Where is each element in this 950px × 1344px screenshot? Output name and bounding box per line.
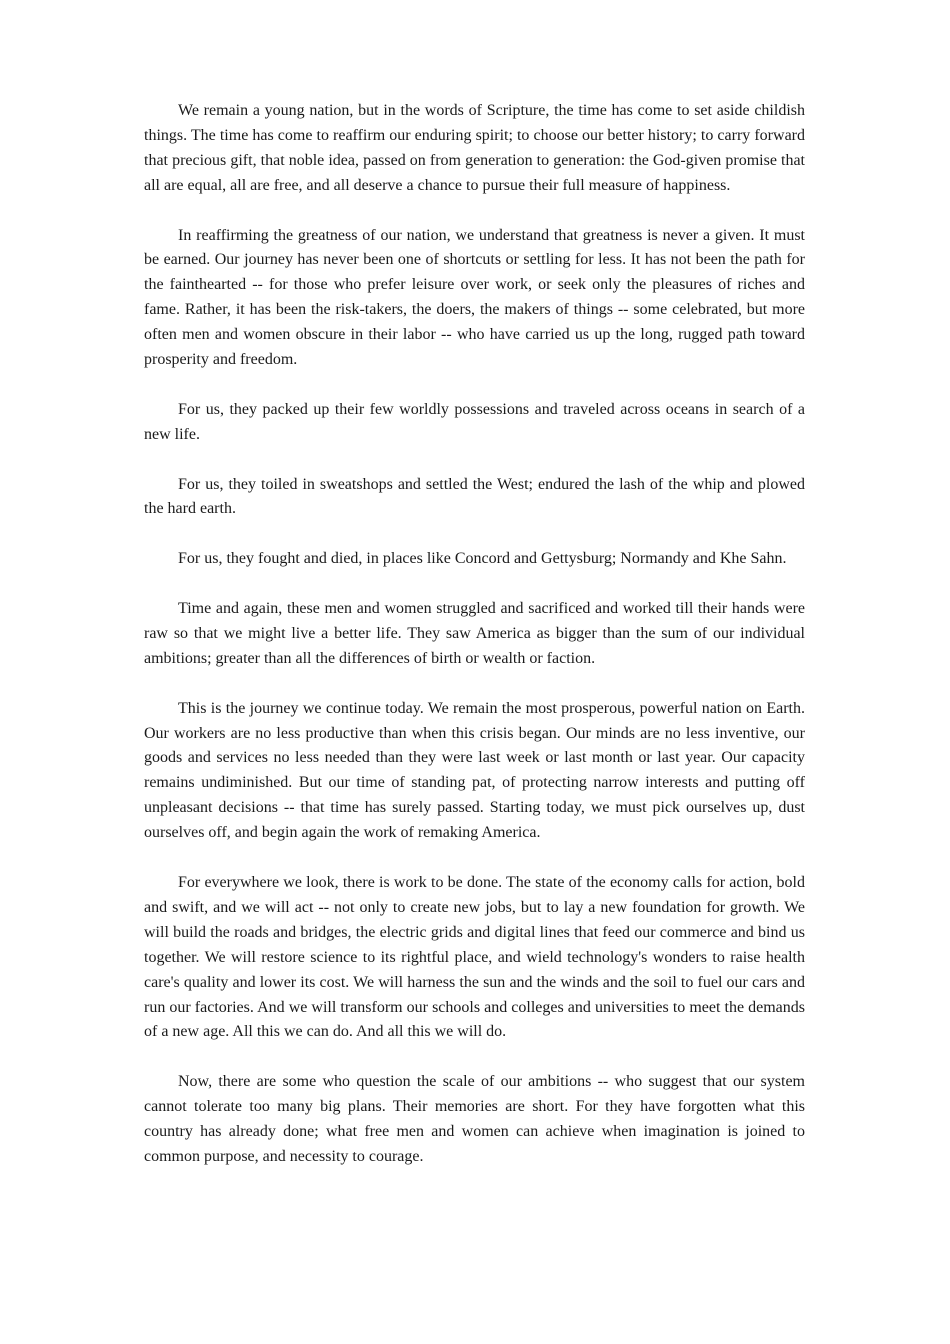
document-page	[144, 99, 805, 1195]
paragraph: For us, they packed up their few worldly possessions and traveled across oceans in search of a new life.	[144, 400, 805, 443]
paragraph: We remain a young nation, but in the words of Scripture, the time has come to set aside childish things. The time has come to reaffirm our enduring spirit; to choose our better history; to carry forward that precious gift, that noble idea, passed on from generation to generation: the God-given promise that all are equal, all are free, and all deserve a chance to pursue their full measure of happiness.	[144, 102, 805, 194]
paragraph: Time and again, these men and women struggled and sacrificed and worked till their hands were raw so that we might live a better life. They saw America as bigger than the sum of our individual ambitions; greater than all the differences of birth or wealth or faction.	[144, 600, 805, 667]
paragraph: In reaffirming the greatness of our nation, we understand that greatness is never a given. It must be earned. Our journey has never been one of shortcuts or settling for less. It has not been the path for the fainthearted -- for those who prefer leisure over work, or seek only the pleasures of riches and fame. Rather, it has been the risk-takers, the doers, the makers of things -- some celebrated, but more often men and women obscure in their labor -- who have carried us up the long, rugged path toward prosperity and freedom.	[144, 226, 805, 369]
paragraph: For us, they fought and died, in places like Concord and Gettysburg; Normandy and Khe Sahn.	[178, 550, 787, 568]
paragraph: This is the journey we continue today. We remain the most prosperous, powerful nation on Earth. Our workers are no less productive than when this crisis began. Our minds are no less inventive, our goods and services no less needed than they were last week or last month or last year. Our capacity remains undiminished. But our time of standing pat, of protecting narrow interests and putting off unpleasant decisions -- that time has surely passed. Starting today, we must pick ourselves up, dust ourselves off, and begin again the work of remaking America.	[144, 699, 805, 842]
paragraph: For everywhere we look, there is work to be done. The state of the economy calls for action, bold and swift, and we will act -- not only to create new jobs, but to lay a new foundation for growth. We will build the roads and bridges, the electric grids and digital lines that feed our commerce and bind us together. We will restore science to its rightful place, and wield technology's wonders to raise health care's quality and lower its cost. We will harness the sun and the winds and the soil to fuel our cars and run our factories. And we will transform our schools and colleges and universities to meet the demands of a new age. All this we can do. And all this we will do.	[144, 873, 805, 1041]
paragraph: Now, there are some who question the scale of our ambitions -- who suggest that our system cannot tolerate too many big plans. Their memories are short. For they have forgotten what this country has already done; what free men and women can achieve when imagination is joined to common purpose, and necessity to courage.	[144, 1073, 805, 1165]
paragraph: For us, they toiled in sweatshops and settled the West; endured the lash of the whip and plowed the hard earth.	[144, 475, 805, 518]
